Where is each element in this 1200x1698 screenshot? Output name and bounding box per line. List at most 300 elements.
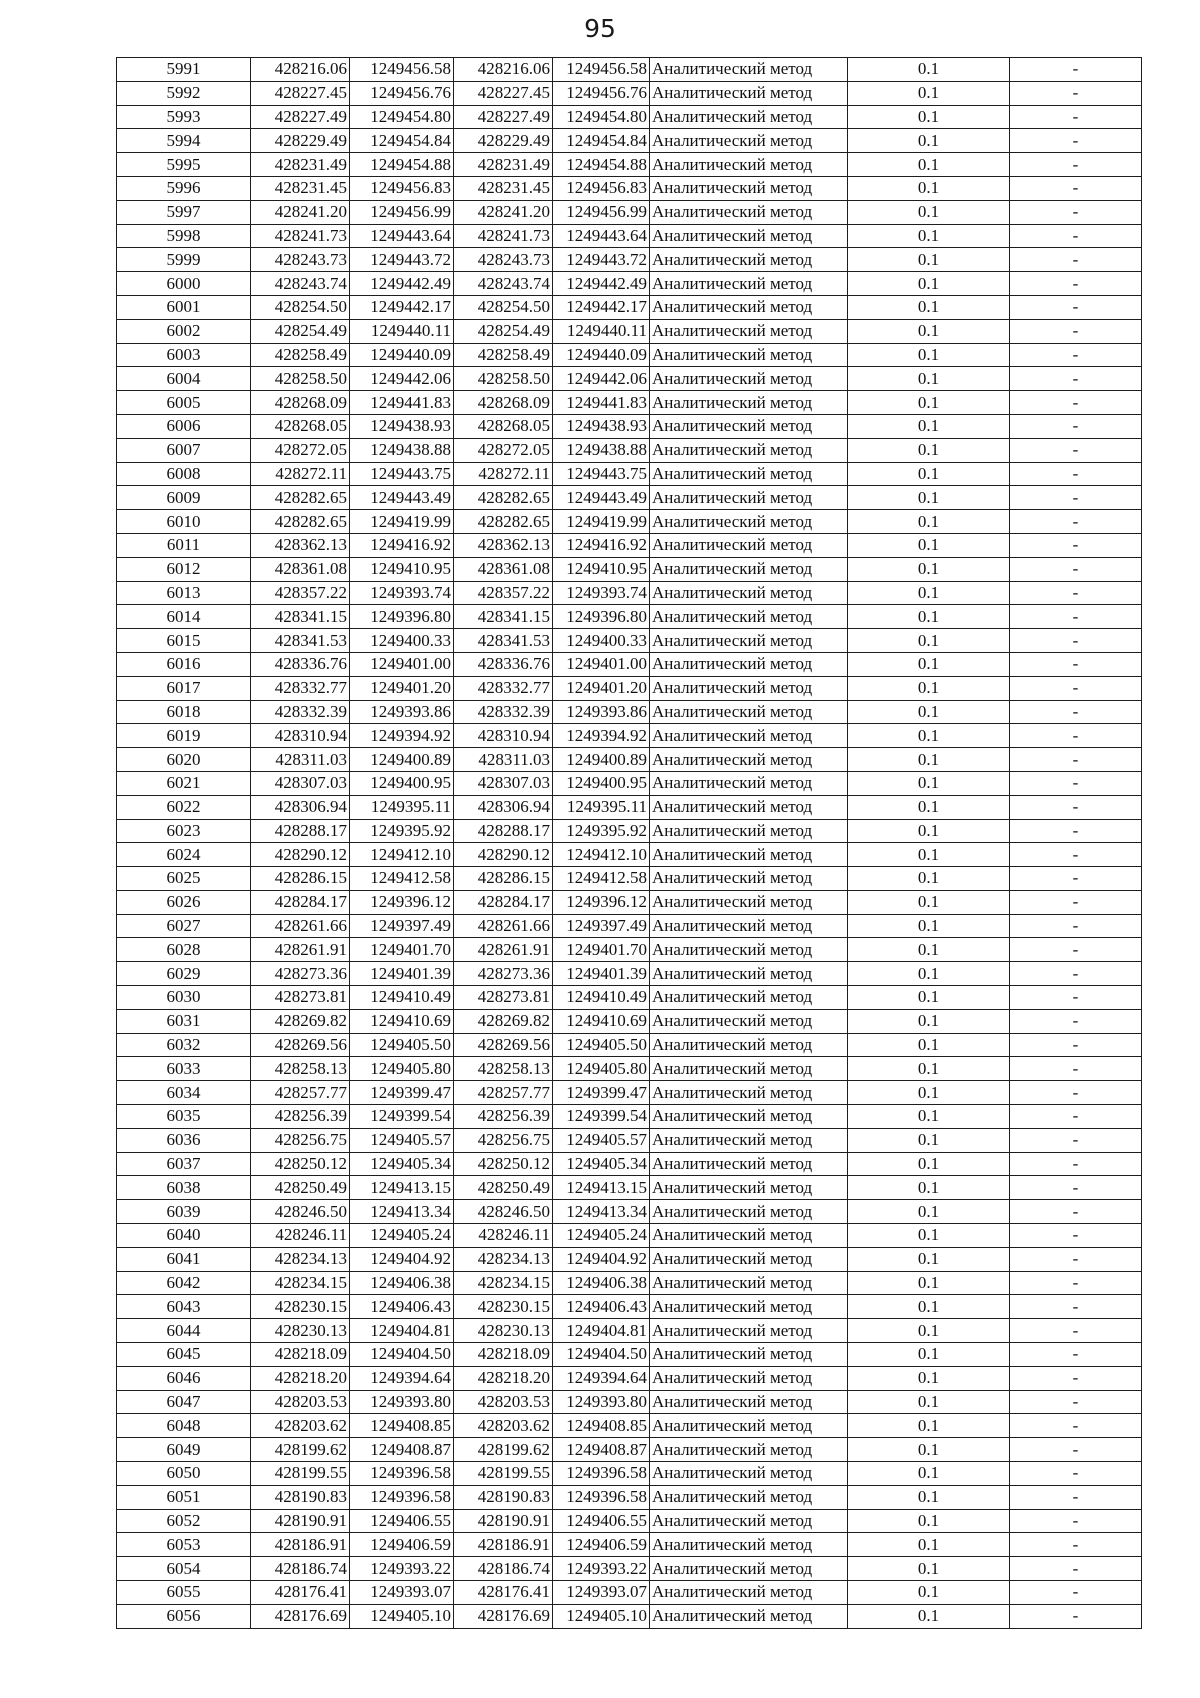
point-number-cell: 6005 (117, 391, 251, 415)
table-row (117, 462, 1142, 486)
accuracy-cell: 0.1 (848, 1462, 1010, 1486)
x-coordinate-cell: 428250.49 (251, 1176, 350, 1200)
accuracy-cell: 0.1 (848, 1581, 1010, 1605)
x-coordinate-cell: 428257.77 (251, 1081, 350, 1105)
table-row (117, 129, 1142, 153)
table-row (117, 319, 1142, 343)
point-number-cell: 6010 (117, 510, 251, 534)
y-coordinate-cell: 1249396.58 (553, 1485, 650, 1509)
y-coordinate-cell: 1249396.12 (553, 890, 650, 914)
accuracy-cell: 0.1 (848, 1319, 1010, 1343)
accuracy-cell: 0.1 (848, 1200, 1010, 1224)
method-cell: Аналитический метод (650, 652, 848, 676)
accuracy-cell: 0.1 (848, 1366, 1010, 1390)
y-coordinate-cell: 1249454.84 (553, 129, 650, 153)
accuracy-cell: 0.1 (848, 1247, 1010, 1271)
x-coordinate-cell: 428311.03 (251, 748, 350, 772)
accuracy-cell: 0.1 (848, 914, 1010, 938)
y-coordinate-cell: 1249442.06 (553, 367, 650, 391)
x-coordinate-cell: 428257.77 (454, 1081, 553, 1105)
x-coordinate-cell: 428284.17 (454, 890, 553, 914)
y-coordinate-cell: 1249396.80 (350, 605, 454, 629)
y-coordinate-cell: 1249413.15 (553, 1176, 650, 1200)
dash-cell: - (1010, 557, 1142, 581)
dash-cell: - (1010, 272, 1142, 296)
y-coordinate-cell: 1249410.95 (350, 557, 454, 581)
method-cell: Аналитический метод (650, 438, 848, 462)
accuracy-cell: 0.1 (848, 1485, 1010, 1509)
dash-cell: - (1010, 533, 1142, 557)
y-coordinate-cell: 1249395.11 (350, 795, 454, 819)
x-coordinate-cell: 428230.13 (251, 1319, 350, 1343)
x-coordinate-cell: 428186.74 (454, 1557, 553, 1581)
x-coordinate-cell: 428243.74 (454, 272, 553, 296)
y-coordinate-cell: 1249406.59 (350, 1533, 454, 1557)
x-coordinate-cell: 428311.03 (454, 748, 553, 772)
accuracy-cell: 0.1 (848, 1438, 1010, 1462)
y-coordinate-cell: 1249456.83 (553, 176, 650, 200)
accuracy-cell: 0.1 (848, 1604, 1010, 1628)
method-cell: Аналитический метод (650, 367, 848, 391)
x-coordinate-cell: 428231.49 (251, 153, 350, 177)
dash-cell: - (1010, 176, 1142, 200)
table-row (117, 1509, 1142, 1533)
y-coordinate-cell: 1249440.11 (553, 319, 650, 343)
point-number-cell: 5995 (117, 153, 251, 177)
method-cell: Аналитический метод (650, 938, 848, 962)
method-cell: Аналитический метод (650, 843, 848, 867)
dash-cell: - (1010, 1224, 1142, 1248)
y-coordinate-cell: 1249405.50 (350, 1033, 454, 1057)
point-number-cell: 6012 (117, 557, 251, 581)
accuracy-cell: 0.1 (848, 510, 1010, 534)
accuracy-cell: 0.1 (848, 724, 1010, 748)
table-row (117, 605, 1142, 629)
point-number-cell: 6014 (117, 605, 251, 629)
x-coordinate-cell: 428261.66 (454, 914, 553, 938)
accuracy-cell: 0.1 (848, 248, 1010, 272)
accuracy-cell: 0.1 (848, 414, 1010, 438)
y-coordinate-cell: 1249393.80 (553, 1390, 650, 1414)
dash-cell: - (1010, 1081, 1142, 1105)
x-coordinate-cell: 428241.20 (454, 200, 553, 224)
dash-cell: - (1010, 1176, 1142, 1200)
point-number-cell: 6056 (117, 1604, 251, 1628)
accuracy-cell: 0.1 (848, 581, 1010, 605)
x-coordinate-cell: 428199.62 (454, 1438, 553, 1462)
table-row (117, 105, 1142, 129)
accuracy-cell: 0.1 (848, 938, 1010, 962)
y-coordinate-cell: 1249393.22 (553, 1557, 650, 1581)
x-coordinate-cell: 428246.11 (454, 1224, 553, 1248)
accuracy-cell: 0.1 (848, 1414, 1010, 1438)
point-number-cell: 5993 (117, 105, 251, 129)
y-coordinate-cell: 1249404.92 (553, 1247, 650, 1271)
y-coordinate-cell: 1249393.74 (553, 581, 650, 605)
point-number-cell: 6033 (117, 1057, 251, 1081)
x-coordinate-cell: 428218.20 (251, 1366, 350, 1390)
dash-cell: - (1010, 486, 1142, 510)
y-coordinate-cell: 1249438.93 (350, 414, 454, 438)
y-coordinate-cell: 1249405.57 (553, 1128, 650, 1152)
x-coordinate-cell: 428341.15 (251, 605, 350, 629)
dash-cell: - (1010, 1009, 1142, 1033)
y-coordinate-cell: 1249406.55 (350, 1509, 454, 1533)
table-row (117, 533, 1142, 557)
method-cell: Аналитический метод (650, 248, 848, 272)
point-number-cell: 6023 (117, 819, 251, 843)
dash-cell: - (1010, 771, 1142, 795)
accuracy-cell: 0.1 (848, 462, 1010, 486)
point-number-cell: 6018 (117, 700, 251, 724)
x-coordinate-cell: 428269.56 (454, 1033, 553, 1057)
point-number-cell: 6020 (117, 748, 251, 772)
x-coordinate-cell: 428284.17 (251, 890, 350, 914)
accuracy-cell: 0.1 (848, 676, 1010, 700)
table-row (117, 1319, 1142, 1343)
point-number-cell: 6044 (117, 1319, 251, 1343)
dash-cell: - (1010, 1033, 1142, 1057)
y-coordinate-cell: 1249410.49 (553, 986, 650, 1010)
y-coordinate-cell: 1249410.69 (350, 1009, 454, 1033)
y-coordinate-cell: 1249406.38 (350, 1271, 454, 1295)
point-number-cell: 6051 (117, 1485, 251, 1509)
method-cell: Аналитический метод (650, 1176, 848, 1200)
x-coordinate-cell: 428286.15 (251, 867, 350, 891)
y-coordinate-cell: 1249396.58 (350, 1485, 454, 1509)
table-row (117, 1247, 1142, 1271)
point-number-cell: 6000 (117, 272, 251, 296)
y-coordinate-cell: 1249401.70 (553, 938, 650, 962)
x-coordinate-cell: 428269.82 (251, 1009, 350, 1033)
dash-cell: - (1010, 129, 1142, 153)
y-coordinate-cell: 1249395.11 (553, 795, 650, 819)
method-cell: Аналитический метод (650, 819, 848, 843)
coordinates-table (116, 57, 1142, 1629)
accuracy-cell: 0.1 (848, 890, 1010, 914)
x-coordinate-cell: 428241.73 (454, 224, 553, 248)
accuracy-cell: 0.1 (848, 1343, 1010, 1367)
x-coordinate-cell: 428186.91 (454, 1533, 553, 1557)
x-coordinate-cell: 428190.83 (454, 1485, 553, 1509)
dash-cell: - (1010, 938, 1142, 962)
table-row (117, 1152, 1142, 1176)
method-cell: Аналитический метод (650, 1009, 848, 1033)
method-cell: Аналитический метод (650, 391, 848, 415)
method-cell: Аналитический метод (650, 1604, 848, 1628)
x-coordinate-cell: 428332.39 (454, 700, 553, 724)
table-row (117, 1200, 1142, 1224)
accuracy-cell: 0.1 (848, 771, 1010, 795)
accuracy-cell: 0.1 (848, 1271, 1010, 1295)
x-coordinate-cell: 428246.11 (251, 1224, 350, 1248)
y-coordinate-cell: 1249405.24 (350, 1224, 454, 1248)
accuracy-cell: 0.1 (848, 129, 1010, 153)
table-row (117, 153, 1142, 177)
table-row (117, 1438, 1142, 1462)
point-number-cell: 6043 (117, 1295, 251, 1319)
x-coordinate-cell: 428272.11 (454, 462, 553, 486)
y-coordinate-cell: 1249408.87 (350, 1438, 454, 1462)
table-row (117, 510, 1142, 534)
method-cell: Аналитический метод (650, 319, 848, 343)
x-coordinate-cell: 428341.53 (454, 629, 553, 653)
y-coordinate-cell: 1249396.58 (553, 1462, 650, 1486)
x-coordinate-cell: 428268.05 (454, 414, 553, 438)
y-coordinate-cell: 1249442.49 (553, 272, 650, 296)
point-number-cell: 6011 (117, 533, 251, 557)
accuracy-cell: 0.1 (848, 1176, 1010, 1200)
dash-cell: - (1010, 1343, 1142, 1367)
accuracy-cell: 0.1 (848, 795, 1010, 819)
point-number-cell: 5996 (117, 176, 251, 200)
dash-cell: - (1010, 843, 1142, 867)
x-coordinate-cell: 428203.62 (454, 1414, 553, 1438)
y-coordinate-cell: 1249443.64 (553, 224, 650, 248)
y-coordinate-cell: 1249456.83 (350, 176, 454, 200)
table-row (117, 176, 1142, 200)
table-row (117, 414, 1142, 438)
x-coordinate-cell: 428218.20 (454, 1366, 553, 1390)
y-coordinate-cell: 1249442.06 (350, 367, 454, 391)
x-coordinate-cell: 428186.74 (251, 1557, 350, 1581)
method-cell: Аналитический метод (650, 1557, 848, 1581)
accuracy-cell: 0.1 (848, 1557, 1010, 1581)
x-coordinate-cell: 428306.94 (454, 795, 553, 819)
x-coordinate-cell: 428258.50 (454, 367, 553, 391)
x-coordinate-cell: 428357.22 (454, 581, 553, 605)
accuracy-cell: 0.1 (848, 176, 1010, 200)
table-row (117, 1485, 1142, 1509)
point-number-cell: 6013 (117, 581, 251, 605)
dash-cell: - (1010, 1366, 1142, 1390)
dash-cell: - (1010, 343, 1142, 367)
method-cell: Аналитический метод (650, 200, 848, 224)
method-cell: Аналитический метод (650, 58, 848, 82)
method-cell: Аналитический метод (650, 153, 848, 177)
point-number-cell: 6003 (117, 343, 251, 367)
x-coordinate-cell: 428357.22 (251, 581, 350, 605)
method-cell: Аналитический метод (650, 1224, 848, 1248)
y-coordinate-cell: 1249400.33 (350, 629, 454, 653)
x-coordinate-cell: 428250.12 (454, 1152, 553, 1176)
y-coordinate-cell: 1249405.50 (553, 1033, 650, 1057)
y-coordinate-cell: 1249410.95 (553, 557, 650, 581)
y-coordinate-cell: 1249441.83 (553, 391, 650, 415)
accuracy-cell: 0.1 (848, 1105, 1010, 1129)
y-coordinate-cell: 1249405.80 (350, 1057, 454, 1081)
dash-cell: - (1010, 581, 1142, 605)
dash-cell: - (1010, 367, 1142, 391)
y-coordinate-cell: 1249399.54 (553, 1105, 650, 1129)
x-coordinate-cell: 428362.13 (454, 533, 553, 557)
point-number-cell: 6036 (117, 1128, 251, 1152)
x-coordinate-cell: 428268.09 (454, 391, 553, 415)
x-coordinate-cell: 428341.53 (251, 629, 350, 653)
accuracy-cell: 0.1 (848, 962, 1010, 986)
y-coordinate-cell: 1249412.10 (350, 843, 454, 867)
y-coordinate-cell: 1249399.47 (553, 1081, 650, 1105)
table-row (117, 962, 1142, 986)
accuracy-cell: 0.1 (848, 1509, 1010, 1533)
dash-cell: - (1010, 1509, 1142, 1533)
point-number-cell: 6050 (117, 1462, 251, 1486)
method-cell: Аналитический метод (650, 129, 848, 153)
table-row (117, 771, 1142, 795)
table-row (117, 486, 1142, 510)
method-cell: Аналитический метод (650, 343, 848, 367)
y-coordinate-cell: 1249394.64 (553, 1366, 650, 1390)
point-number-cell: 6026 (117, 890, 251, 914)
table-row (117, 295, 1142, 319)
x-coordinate-cell: 428203.53 (454, 1390, 553, 1414)
method-cell: Аналитический метод (650, 1414, 848, 1438)
dash-cell: - (1010, 1557, 1142, 1581)
x-coordinate-cell: 428282.65 (454, 486, 553, 510)
table-row (117, 58, 1142, 82)
accuracy-cell: 0.1 (848, 867, 1010, 891)
y-coordinate-cell: 1249440.09 (350, 343, 454, 367)
dash-cell: - (1010, 629, 1142, 653)
point-number-cell: 6054 (117, 1557, 251, 1581)
x-coordinate-cell: 428231.49 (454, 153, 553, 177)
method-cell: Аналитический метод (650, 1319, 848, 1343)
method-cell: Аналитический метод (650, 724, 848, 748)
method-cell: Аналитический метод (650, 414, 848, 438)
y-coordinate-cell: 1249443.49 (553, 486, 650, 510)
x-coordinate-cell: 428216.06 (251, 58, 350, 82)
accuracy-cell: 0.1 (848, 343, 1010, 367)
y-coordinate-cell: 1249405.34 (553, 1152, 650, 1176)
point-number-cell: 6047 (117, 1390, 251, 1414)
dash-cell: - (1010, 986, 1142, 1010)
x-coordinate-cell: 428234.15 (454, 1271, 553, 1295)
y-coordinate-cell: 1249413.15 (350, 1176, 454, 1200)
dash-cell: - (1010, 962, 1142, 986)
accuracy-cell: 0.1 (848, 1390, 1010, 1414)
y-coordinate-cell: 1249404.50 (350, 1343, 454, 1367)
y-coordinate-cell: 1249396.58 (350, 1462, 454, 1486)
table-body (117, 58, 1142, 1629)
x-coordinate-cell: 428246.50 (251, 1200, 350, 1224)
table-row (117, 629, 1142, 653)
method-cell: Аналитический метод (650, 748, 848, 772)
y-coordinate-cell: 1249394.92 (553, 724, 650, 748)
x-coordinate-cell: 428332.77 (454, 676, 553, 700)
y-coordinate-cell: 1249408.85 (553, 1414, 650, 1438)
y-coordinate-cell: 1249412.58 (553, 867, 650, 891)
x-coordinate-cell: 428190.91 (251, 1509, 350, 1533)
x-coordinate-cell: 428332.39 (251, 700, 350, 724)
x-coordinate-cell: 428243.74 (251, 272, 350, 296)
dash-cell: - (1010, 1128, 1142, 1152)
point-number-cell: 6016 (117, 652, 251, 676)
method-cell: Аналитический метод (650, 1081, 848, 1105)
point-number-cell: 6021 (117, 771, 251, 795)
table-row (117, 1581, 1142, 1605)
accuracy-cell: 0.1 (848, 1033, 1010, 1057)
x-coordinate-cell: 428234.13 (251, 1247, 350, 1271)
point-number-cell: 6037 (117, 1152, 251, 1176)
table-row (117, 224, 1142, 248)
dash-cell: - (1010, 1319, 1142, 1343)
method-cell: Аналитический метод (650, 1509, 848, 1533)
dash-cell: - (1010, 105, 1142, 129)
point-number-cell: 6024 (117, 843, 251, 867)
method-cell: Аналитический метод (650, 557, 848, 581)
dash-cell: - (1010, 462, 1142, 486)
x-coordinate-cell: 428336.76 (454, 652, 553, 676)
point-number-cell: 6009 (117, 486, 251, 510)
x-coordinate-cell: 428261.91 (454, 938, 553, 962)
x-coordinate-cell: 428261.91 (251, 938, 350, 962)
y-coordinate-cell: 1249454.80 (553, 105, 650, 129)
point-number-cell: 6025 (117, 867, 251, 891)
x-coordinate-cell: 428229.49 (454, 129, 553, 153)
x-coordinate-cell: 428273.81 (454, 986, 553, 1010)
y-coordinate-cell: 1249443.64 (350, 224, 454, 248)
dash-cell: - (1010, 295, 1142, 319)
dash-cell: - (1010, 438, 1142, 462)
point-number-cell: 6032 (117, 1033, 251, 1057)
y-coordinate-cell: 1249396.80 (553, 605, 650, 629)
accuracy-cell: 0.1 (848, 105, 1010, 129)
table-row (117, 1105, 1142, 1129)
y-coordinate-cell: 1249441.83 (350, 391, 454, 415)
x-coordinate-cell: 428250.12 (251, 1152, 350, 1176)
method-cell: Аналитический метод (650, 795, 848, 819)
dash-cell: - (1010, 676, 1142, 700)
y-coordinate-cell: 1249405.24 (553, 1224, 650, 1248)
accuracy-cell: 0.1 (848, 200, 1010, 224)
accuracy-cell: 0.1 (848, 1128, 1010, 1152)
point-number-cell: 6034 (117, 1081, 251, 1105)
accuracy-cell: 0.1 (848, 319, 1010, 343)
x-coordinate-cell: 428272.11 (251, 462, 350, 486)
dash-cell: - (1010, 224, 1142, 248)
x-coordinate-cell: 428176.69 (454, 1604, 553, 1628)
y-coordinate-cell: 1249456.58 (350, 58, 454, 82)
method-cell: Аналитический метод (650, 1533, 848, 1557)
y-coordinate-cell: 1249454.88 (553, 153, 650, 177)
y-coordinate-cell: 1249408.87 (553, 1438, 650, 1462)
x-coordinate-cell: 428250.49 (454, 1176, 553, 1200)
y-coordinate-cell: 1249416.92 (350, 533, 454, 557)
y-coordinate-cell: 1249454.84 (350, 129, 454, 153)
y-coordinate-cell: 1249393.74 (350, 581, 454, 605)
y-coordinate-cell: 1249400.89 (350, 748, 454, 772)
x-coordinate-cell: 428273.36 (454, 962, 553, 986)
table-row (117, 200, 1142, 224)
y-coordinate-cell: 1249394.92 (350, 724, 454, 748)
accuracy-cell: 0.1 (848, 1152, 1010, 1176)
x-coordinate-cell: 428216.06 (454, 58, 553, 82)
y-coordinate-cell: 1249393.86 (350, 700, 454, 724)
y-coordinate-cell: 1249412.10 (553, 843, 650, 867)
point-number-cell: 6017 (117, 676, 251, 700)
y-coordinate-cell: 1249404.50 (553, 1343, 650, 1367)
y-coordinate-cell: 1249408.85 (350, 1414, 454, 1438)
x-coordinate-cell: 428230.15 (251, 1295, 350, 1319)
table-row (117, 1224, 1142, 1248)
x-coordinate-cell: 428282.65 (251, 510, 350, 534)
y-coordinate-cell: 1249396.12 (350, 890, 454, 914)
y-coordinate-cell: 1249406.43 (350, 1295, 454, 1319)
dash-cell: - (1010, 391, 1142, 415)
y-coordinate-cell: 1249406.38 (553, 1271, 650, 1295)
dash-cell: - (1010, 1152, 1142, 1176)
dash-cell: - (1010, 200, 1142, 224)
